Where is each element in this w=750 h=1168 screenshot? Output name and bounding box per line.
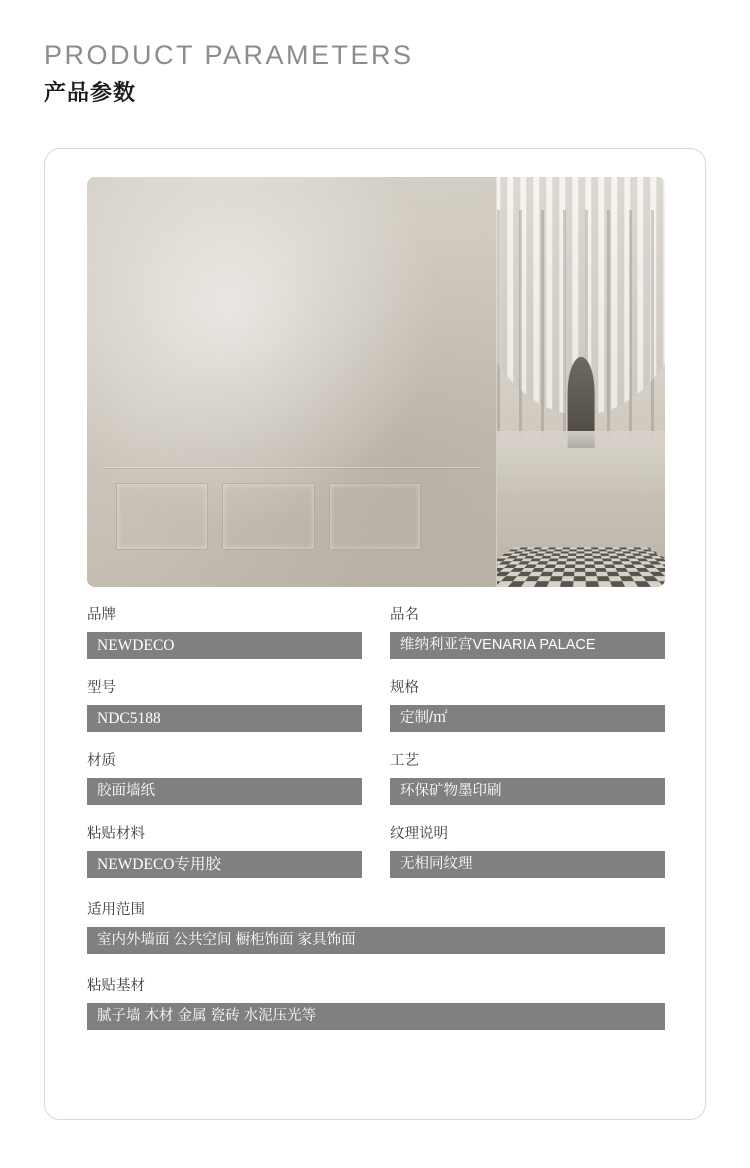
spec-value: 无相同纹理 bbox=[390, 851, 665, 878]
page-header bbox=[44, 38, 684, 108]
spec-field-adhesive bbox=[87, 824, 362, 878]
spec-label: 品牌 bbox=[87, 607, 116, 623]
spec-field-material bbox=[87, 751, 362, 805]
spec-field-product-name bbox=[390, 605, 665, 659]
spec-row bbox=[87, 678, 665, 732]
product-image bbox=[87, 177, 665, 587]
spec-value: 定制/㎡ bbox=[390, 705, 665, 732]
wall-panel bbox=[222, 483, 314, 551]
page-title-cn: 产品参数 bbox=[44, 80, 137, 105]
spec-row bbox=[87, 824, 665, 878]
product-image-wall-texture bbox=[87, 177, 497, 587]
spec-label: 工艺 bbox=[390, 753, 419, 769]
spec-row bbox=[87, 976, 665, 1030]
spec-field-brand bbox=[87, 605, 362, 659]
spec-field-texture-note bbox=[390, 824, 665, 878]
spec-value: 胶面墙纸 bbox=[87, 778, 362, 805]
spec-value: 环保矿物墨印刷 bbox=[390, 778, 665, 805]
spec-label: 品名 bbox=[390, 607, 419, 623]
spec-field-substrate bbox=[87, 976, 665, 1030]
spec-field-specification bbox=[390, 678, 665, 732]
wall-panel bbox=[329, 483, 421, 551]
spec-label: 粘贴基材 bbox=[87, 978, 145, 994]
spec-value: 维纳利亚宫VENARIA PALACE bbox=[390, 632, 665, 659]
image-seam-divider bbox=[496, 177, 497, 587]
spec-value: NEWDECO bbox=[87, 632, 362, 659]
spec-field-model bbox=[87, 678, 362, 732]
spec-field-process bbox=[390, 751, 665, 805]
spec-row bbox=[87, 900, 665, 954]
spec-label: 规格 bbox=[390, 680, 419, 696]
spec-label: 粘贴材料 bbox=[87, 826, 145, 842]
spec-label: 材质 bbox=[87, 753, 116, 769]
spec-field-application-scope bbox=[87, 900, 665, 954]
spec-label: 纹理说明 bbox=[390, 826, 448, 842]
spec-list bbox=[87, 605, 665, 1049]
spec-value: 室内外墙面 公共空间 橱柜饰面 家具饰面 bbox=[87, 927, 665, 954]
spec-row bbox=[87, 605, 665, 659]
spec-value: NDC5188 bbox=[87, 705, 362, 732]
corridor-vanishing-point bbox=[568, 357, 595, 447]
product-card bbox=[44, 148, 706, 1120]
wall-panel bbox=[116, 483, 208, 551]
spec-label: 型号 bbox=[87, 680, 116, 696]
spec-row bbox=[87, 751, 665, 805]
spec-value: 腻子墙 木材 金属 瓷砖 水泥压光等 bbox=[87, 1003, 665, 1030]
page-title-en: PRODUCT PARAMETERS bbox=[44, 40, 414, 70]
checkerboard-floor bbox=[497, 548, 665, 587]
spec-label: 适用范围 bbox=[87, 902, 145, 918]
product-image-corridor-scene bbox=[497, 177, 665, 587]
spec-value: NEWDECO专用胶 bbox=[87, 851, 362, 878]
